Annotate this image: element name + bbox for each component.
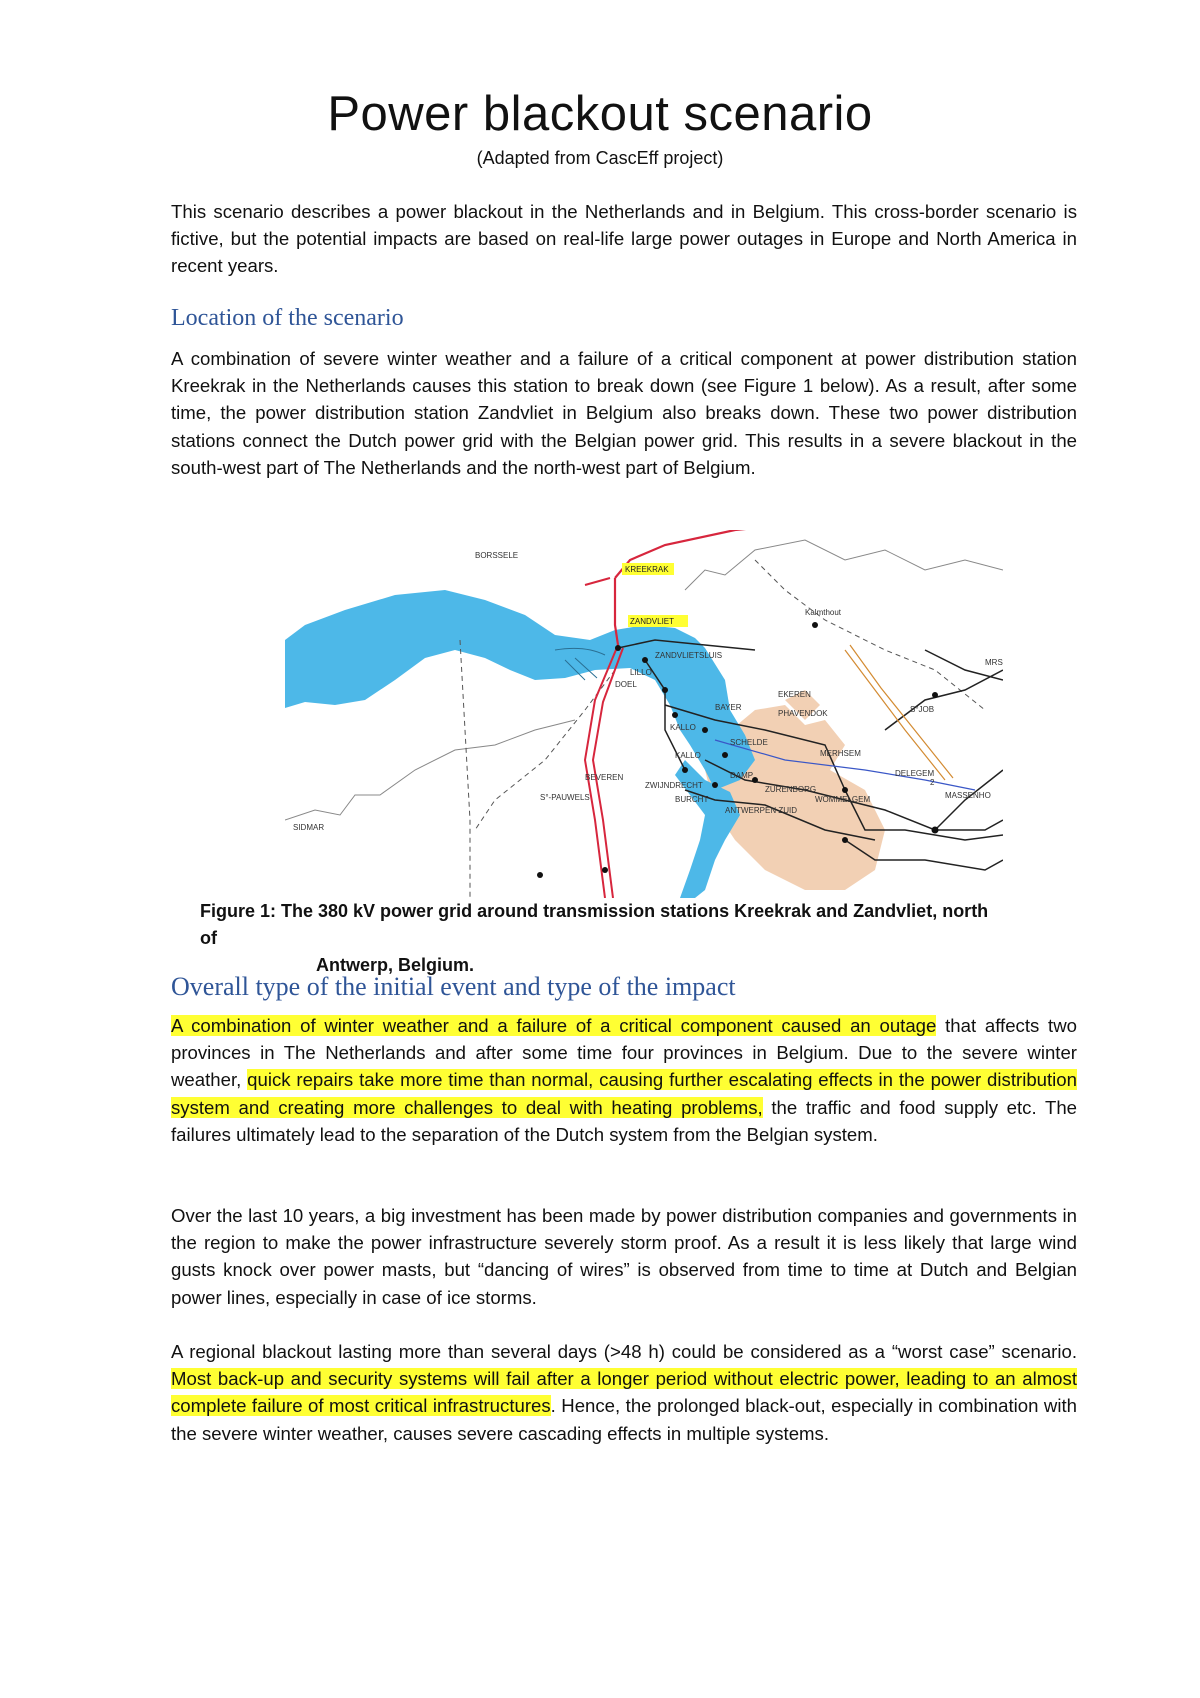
map-label-schelde: SCHELDE (730, 738, 768, 747)
figure-caption-line2: Antwerp, Belgium. (316, 955, 475, 975)
overall-text-2: the traffic and food supply etc. The failures ultimately lead to the separation of the Dutch system from the Belgian system. (171, 1096, 1078, 1145)
map-label-doel: DOEL (615, 680, 637, 689)
map-label-kalmthout: Kalmthout (805, 608, 842, 617)
map-label-beveren: BEVEREN (585, 773, 624, 782)
overall-text-3: A regional blackout lasting more than several days (>48 h) could be considered as a “worst case” scenario. (171, 1341, 1077, 1362)
overall-highlight-1: A combination of winter weather and a failure of a critical component caused an outage (171, 1015, 937, 1036)
map-label-st-pauwels: S°-PAUWELS (540, 793, 590, 802)
map-label-kreekrak: KREEKRAK (625, 565, 669, 574)
overall-heading: Overall type of the initial event and type of the impact (171, 972, 736, 1001)
overall-text-4: . Hence, the prolonged black-out, especially in combination with the severe winter weather, causes severe cascading effects in multiple systems. (171, 1395, 1077, 1444)
page-subtitle: (Adapted from CascEff project) (476, 148, 724, 168)
map-label-num2: 2 (930, 778, 935, 787)
power-grid-map (285, 530, 1003, 898)
overall-paragraph-1 (171, 1012, 1077, 1148)
map-label-ekeren: EKEREN (778, 690, 811, 699)
map-label-burcht: BURCHT (675, 795, 709, 804)
map-label-sjob: S°JOB (910, 705, 935, 714)
location-paragraph: A combination of severe winter weather and a failure of a critical component at power distribution station Kreekrak in the Netherlands causes this station to break down (see Figure 1 below). As a result, after some time, the power distribution station Zandvliet in Belgium also breaks down. These two power distribution stations connect the Dutch power grid with the Belgian power grid. This results in a severe blackout in the south-west part of The Netherlands and the north-west part of Belgium. (171, 348, 1077, 478)
page-title: Power blackout scenario (327, 87, 873, 141)
map-label-bayer: BAYER (715, 703, 742, 712)
map-label-kallo: KALLO (675, 751, 701, 760)
map-label-damp: DAMP (730, 771, 754, 780)
location-heading: Location of the scenario (171, 305, 404, 331)
map-label-borssele: BORSSELE (475, 551, 519, 560)
map-label-antwerpen-zuid: ANTWERPEN ZUID (725, 806, 797, 815)
map-label-mersem: MERHSEM (820, 749, 861, 758)
map-label-massenhoven: MASSENHO (945, 791, 991, 800)
map-label-kallo2: KALLO (670, 723, 696, 732)
map-label-sidmar: SIDMAR (293, 823, 325, 832)
map-label-wommelgem: WOMMELGEM (815, 795, 871, 804)
overall-text-1: that affects two provinces in The Netherlands and after some time four provinces in Belgium. Due to the severe winter weather, (171, 1015, 1077, 1091)
overall-paragraph-3 (171, 1338, 1077, 1447)
intro-paragraph: This scenario describes a power blackout in the Netherlands and in Belgium. This cross-border scenario is fictive, but the potential impacts are based on real-life large power outages in Europe and North America in recent years. (171, 201, 1077, 277)
map-label-zandvlietsluis: ZANDVLIETSLUIS (655, 651, 723, 660)
map-label-zwijndrecht: ZWIJNDRECHT (645, 781, 703, 790)
overall-highlight-2: quick repairs take more time than normal, causing further escalating effects in the power distribution system and creating more challenges to deal with heating problems, (171, 1069, 1077, 1118)
overall-paragraph-2: Over the last 10 years, a big investment has been made by power distribution companies and governments in the region to make the power infrastructure severely storm proof. As a result it is less likely that large wind gusts knock over power masts, but “dancing of wires” is observed from time to time at Dutch and Belgian power lines, especially in case of ice storms. (171, 1205, 1077, 1308)
figure-caption-line1: Figure 1: The 380 kV power grid around transmission stations Kreekrak and Zandvliet, north of (200, 901, 989, 948)
map-label-zandvliet: ZANDVLIET (630, 617, 675, 626)
overall-highlight-3: Most back-up and security systems will fail after a longer period without electric power, leading to an almost complete failure of most critical infrastructures (171, 1368, 1077, 1417)
figure-caption (200, 898, 1000, 979)
map-label-delegem: DELEGEM (895, 769, 935, 778)
map-label-mrs: MRS (985, 658, 1003, 667)
map-label-phavendok: PHAVENDOK (778, 709, 828, 718)
map-label-lillo: LILLO (630, 668, 652, 677)
map-label-zurenborg: ZURENBORG (765, 785, 817, 794)
